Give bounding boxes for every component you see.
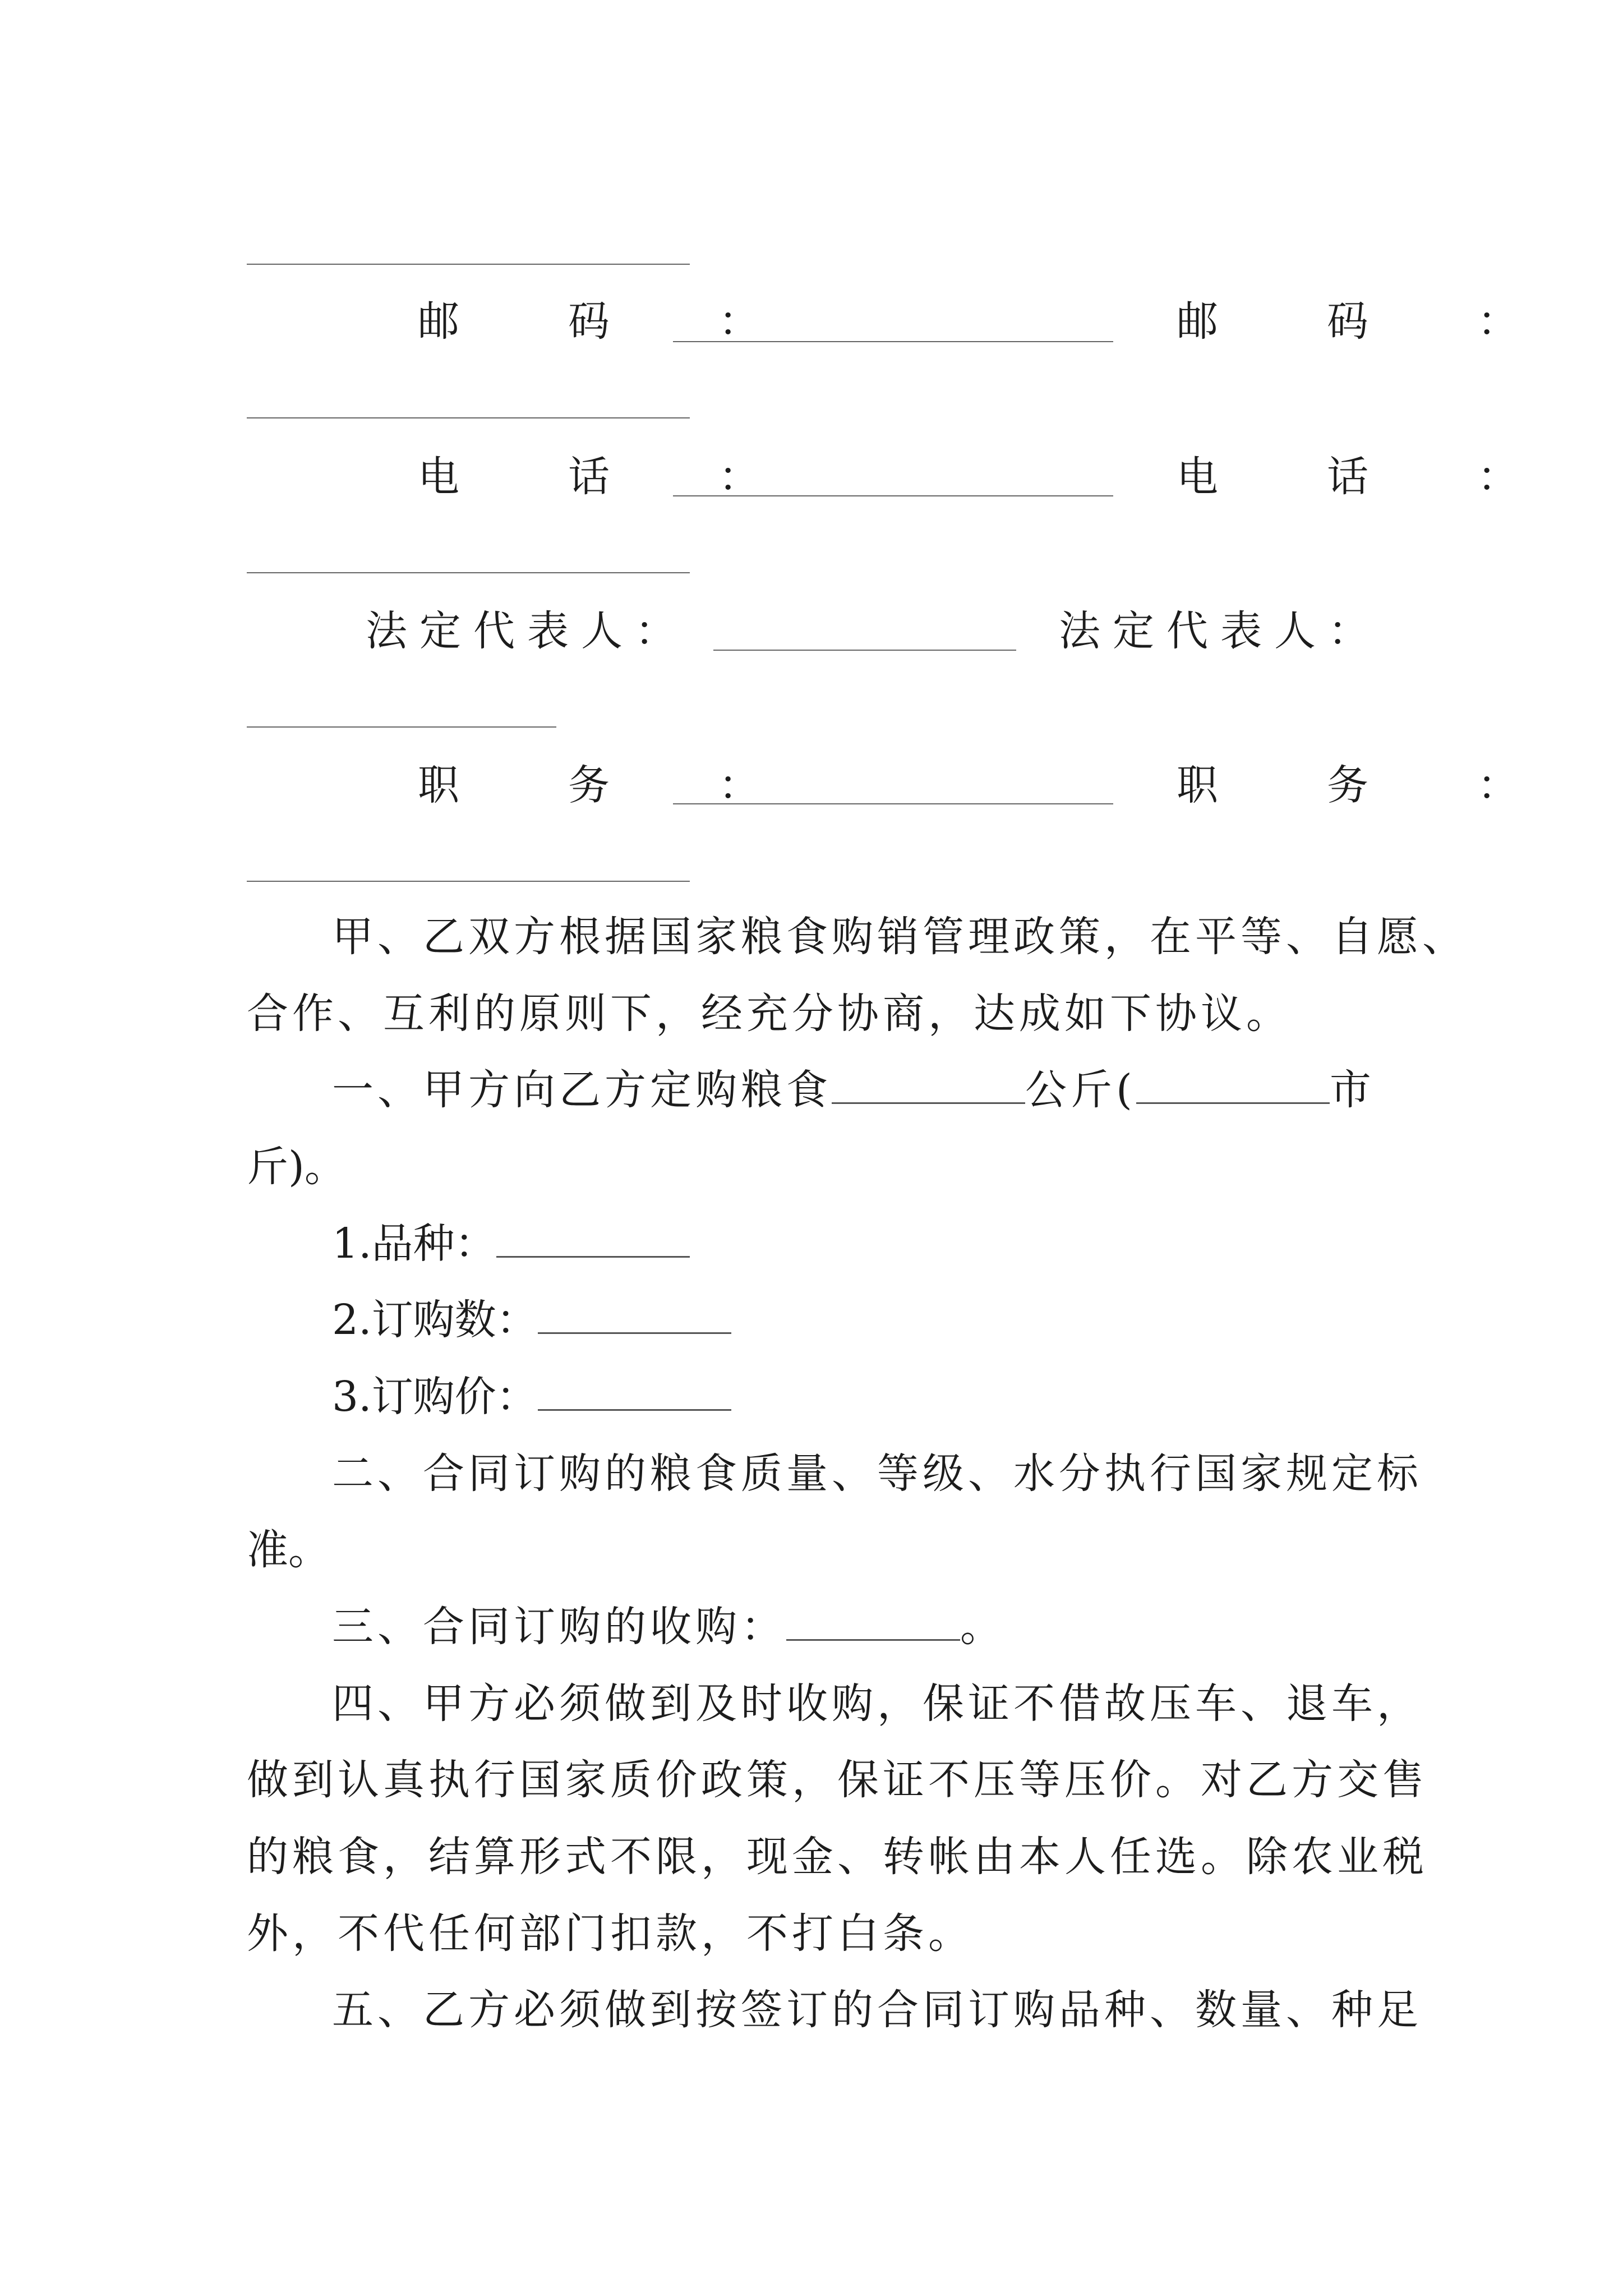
intro-line-2: 合作、互利的原则下，经充分协商，达成如下协议。: [247, 990, 1292, 1038]
clause-2-line-2: 准。: [247, 1526, 330, 1574]
phone-field-right[interactable]: [247, 572, 690, 573]
clause-1-line-1: [332, 1062, 1375, 1118]
clause-4-line-1: 四、甲方必须做到及时收购，保证不借故压车、退车，: [332, 1680, 1422, 1728]
clause-2-line-1: 二、合同订购的粮食质量、等级、水分执行国家规定标: [332, 1450, 1422, 1498]
item-3: [332, 1369, 731, 1425]
clause-4-line-2: 做到认真执行国家质价政策，保证不压等压价。对乙方交售: [247, 1756, 1428, 1804]
fill-line: [247, 264, 690, 265]
clause-4-line-3: 的粮食，结算形式不限，现金、转帐由本人任选。除农业税: [247, 1833, 1428, 1881]
postal-code-label-right: 邮 码 ：: [1177, 297, 1552, 346]
order-price-blank[interactable]: [538, 1374, 731, 1411]
phone-field-left[interactable]: [673, 495, 1113, 496]
postal-code-field-left[interactable]: [673, 341, 1113, 342]
legal-rep-field-left[interactable]: [713, 650, 1016, 651]
clause-3-suffix: 。: [960, 1603, 1006, 1651]
clause-1-line-2: 斤)。: [247, 1143, 346, 1191]
item-1: [332, 1216, 690, 1272]
quantity-kg-blank[interactable]: [832, 1068, 1025, 1104]
phone-label-right: 电 话 ：: [1177, 453, 1552, 501]
position-label-left: 职 务 ：: [418, 761, 794, 809]
position-field-right[interactable]: [247, 881, 690, 882]
postal-code-label-left: 邮 码 ：: [418, 297, 794, 346]
clause-1-prefix: 一、甲方向乙方定购粮食: [332, 1066, 832, 1114]
item-2: [332, 1292, 731, 1348]
item-3-label: 3.订购价：: [332, 1373, 538, 1421]
phone-label-left: 电 话 ：: [418, 453, 794, 501]
item-1-label: 1.品种：: [332, 1220, 496, 1268]
quantity-jin-blank[interactable]: [1136, 1068, 1330, 1104]
order-quantity-blank[interactable]: [538, 1297, 731, 1334]
position-label-right: 职 务 ：: [1177, 761, 1552, 809]
intro-line-1: 甲、乙双方根据国家粮食购销管理政策，在平等、自愿、: [332, 913, 1468, 961]
legal-rep-label-right: 法定代表人：: [1059, 607, 1382, 655]
clause-1-mid: 公斤(: [1025, 1066, 1136, 1114]
clause-4-line-4: 外，不代任何部门扣款，不打白条。: [247, 1910, 974, 1958]
clause-3: [332, 1599, 1006, 1655]
clause-1-suffix: 市: [1329, 1066, 1375, 1114]
clause-5-line-1: 五、乙方必须做到按签订的合同订购品种、数量、种足: [332, 1986, 1422, 2034]
postal-code-field-right[interactable]: [247, 417, 690, 418]
clause-3-prefix: 三、合同订购的收购：: [332, 1603, 786, 1651]
position-field-left[interactable]: [673, 803, 1113, 804]
legal-rep-label-left: 法定代表人：: [366, 607, 689, 655]
purchase-blank[interactable]: [786, 1604, 960, 1641]
item-2-label: 2.订购数：: [332, 1296, 538, 1344]
variety-blank[interactable]: [496, 1221, 690, 1258]
legal-rep-field-right[interactable]: [247, 726, 556, 728]
